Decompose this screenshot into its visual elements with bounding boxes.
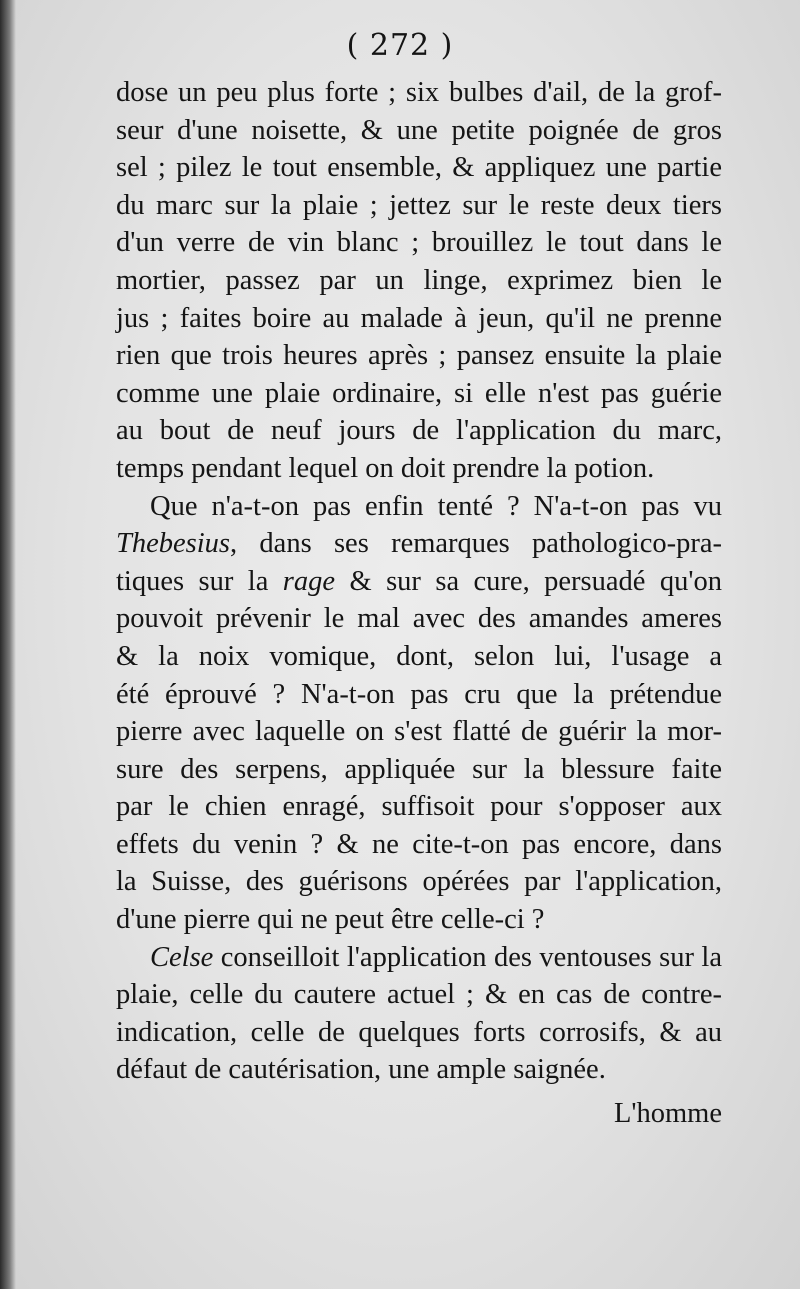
line-text: temps pendant lequel on doit prendre la potion. xyxy=(116,452,655,484)
text-line xyxy=(116,976,722,1014)
line-text: dose un peu plus forte ; six bulbes d'ail, de la grof- xyxy=(116,77,722,108)
line-text: indication, celle de quelques forts corrosifs, & au xyxy=(116,1016,722,1048)
line-text: sure des serpens, appliquée sur la blessure faite xyxy=(116,753,722,785)
text-line xyxy=(116,262,722,300)
text-line xyxy=(116,1051,722,1089)
line-text: pierre avec laquelle on s'est flatté de guérir la mor- xyxy=(116,716,722,748)
line-text: seur d'une noisette, & une petite poignée de gros xyxy=(116,114,722,146)
text-line xyxy=(116,713,722,751)
text-line xyxy=(116,187,722,225)
line-text: Que n'a-t-on pas enfin tenté ? N'a-t-on pas vu xyxy=(150,490,722,522)
line-text-pre: tiques sur la xyxy=(116,565,283,597)
text-line xyxy=(116,751,722,789)
line-text: jus ; faites boire au malade à jeun, qu'il ne prenne xyxy=(116,302,722,334)
text-line xyxy=(116,74,722,112)
line-text: comme une plaie ordinaire, si elle n'est pas guérie xyxy=(116,377,722,409)
italic-term: Celse xyxy=(150,941,214,973)
text-line xyxy=(116,149,722,187)
line-text: au bout de neuf jours de l'application du marc, xyxy=(116,415,722,447)
text-line xyxy=(116,300,722,338)
line-text: du marc sur la plaie ; jettez sur le reste deux tiers xyxy=(116,189,722,221)
text-line xyxy=(116,563,722,601)
body-text xyxy=(116,74,722,1133)
line-text-post: & sur sa cure, persuadé qu'on xyxy=(335,565,722,597)
line-text: défaut de cautérisation, une ample saignée. xyxy=(116,1054,606,1086)
page-number: ( 272 ) xyxy=(346,28,454,63)
text-line xyxy=(116,939,722,977)
line-text-post: conseilloit l'application des ventouses sur la xyxy=(213,941,722,973)
text-line xyxy=(116,826,722,864)
text-line xyxy=(116,450,722,488)
line-text: effets du venin ? & ne cite-t-on pas encore, dans xyxy=(116,828,722,860)
text-line xyxy=(116,901,722,939)
text-line xyxy=(116,788,722,826)
text-line xyxy=(116,375,722,413)
line-text: & la noix vomique, dont, selon lui, l'usage a xyxy=(116,640,722,672)
binding-shadow xyxy=(0,0,16,1289)
text-line xyxy=(116,638,722,676)
text-line xyxy=(116,488,722,526)
line-text: par le chien enragé, suffisoit pour s'opposer aux xyxy=(116,791,722,823)
line-text: sel ; pilez le tout ensemble, & appliquez une partie xyxy=(116,152,722,184)
catchword: L'homme xyxy=(613,1098,722,1130)
text-line xyxy=(116,676,722,714)
text-line xyxy=(116,863,722,901)
line-text: été éprouvé ? N'a-t-on pas cru que la prétendue xyxy=(116,678,722,710)
line-text: plaie, celle du cautere actuel ; & en cas de contre- xyxy=(116,979,722,1011)
italic-term: rage xyxy=(282,565,336,597)
text-line xyxy=(116,112,722,150)
line-text: d'un verre de vin blanc ; brouillez le tout dans le xyxy=(116,227,722,259)
line-text: la Suisse, des guérisons opérées par l'application, xyxy=(116,866,722,898)
text-line xyxy=(116,1014,722,1052)
line-text: mortier, passez par un linge, exprimez bien le xyxy=(116,264,722,296)
text-line xyxy=(116,525,722,563)
line-text: rien que trois heures après ; pansez ensuite la plaie xyxy=(116,340,722,372)
italic-term: Thebesius xyxy=(116,528,230,560)
line-text-post: , dans ses remarques pathologico-pra- xyxy=(230,528,722,560)
text-line xyxy=(116,224,722,262)
text-line xyxy=(116,600,722,638)
line-text: pouvoit prévenir le mal avec des amandes ameres xyxy=(116,603,722,635)
text-line xyxy=(116,337,722,375)
text-line xyxy=(116,412,722,450)
line-text: d'une pierre qui ne peut être celle-ci ? xyxy=(116,904,545,936)
